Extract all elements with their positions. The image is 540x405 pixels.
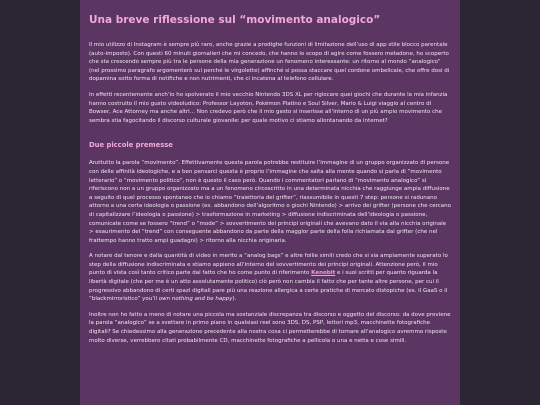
section-heading: Due piccole premesse (89, 141, 173, 150)
page-margin-right (460, 0, 540, 405)
kenobit-link[interactable]: Kenobit (311, 270, 336, 277)
section-paragraph-1: Anzitutto la parola “movimento”. Effettivamente questa parola potrebbe restituire l’immagine di un gruppo organizzato di persone con delle affinità ideologiche, e a ben pensarci questa è proprio l’immagine che salta alla mente quando si parla di “movimento letterario” o “movimento politico”, non è questo il caso però. Quando i commentatori parlano di “movimento analogico” si riferiscono non a un gruppo organizzato ma a un fenomeno circoscritto in una determinata nicchia che raggiunge ampia diffusione a seguito di quel processo spontaneo che io chiamo “traiettoria del grifter”, riassumibile in questi 7 step: persone si radunano attorno a una certa ideologia o passione (es. abbandono dell’algoritmo o giochi Nintendo) > arrivo dei grifter (persone che cercano di capitalizzare l’ideologia o passione) > trasformazione in marketing > diffusione indiscriminata dell’ideologia o passione, comunicate come se fossero “trend” o “mode” > sovvertimento dei principi originali che avevano dato il via alla nicchia originale > esaurimento del “trend” con conseguente abbandono da parte della maggior parte della folla richiamata dai grifter (che nel frattempo hanno tratto ampi guadagni) > ritorno alla nicchia originaria. (89, 160, 452, 244)
article (80, 0, 460, 405)
page-margin-left (0, 0, 80, 405)
intro-paragraph-1: Il mio utilizzo di Instagram è sempre più raro, anche grazie a prodighe funzioni di limitazione dell’uso di app stile blocco parentale (auto-imposto). Con questi 60 minuti giornalieri che mi concedo, che hanno lo scopo di agire come fossero metadone, ho scoperto che sta crescendo sempre più tra le persone della mia generazione un fenomeno interessante: un ritorno al mondo “analogico” (nel prossimo paragrafo argomenterò sul perché le virgolette) affinché si possa staccare quel cordone ombelicale, che offre dosi di dopamina sotto forma di notifiche e non nutrimenti, che ci incatena al telefono cellulare. (89, 42, 450, 83)
paragraph-text: ). (232, 296, 237, 303)
intro-paragraph-2: In effetti recentemente anch’io ho spolverato il mio vecchio Nintendo 3DS XL per rigiocare quei giochi che durante la mia infanzia hanno costruito il mio gusto videoludico: Professor Layoton, Pokémon Platino e Soul Silver, Mario & Luigi viaggio al centro di Bowser, Ace Attorney ma anche altri… Non credevo però che il mio gesto si inserisse all’interno di un più ampio movimento che sembra stia fagocitando il discorso culturale giovanile: per quale motivo ci stiamo allontanando da internet? (89, 91, 448, 124)
section-paragraph-3: Inoltre non ho fatto a meno di notare una piccola ma sostanziale discrepanza tra discorso e oggetto del discorso: da dove proviene la parola “analogico” se a svettare in primo piano in qualsiasi reel sono 3DS, DS, PSP, lettori mp3, macchinette fotografiche digitali? Se chiedessimo alla generazione precedente alla nostra cosa ci permetterebbe di tornare all’analogico avremmo risposte molto diverse, verrebbero citati probabilmente CD, macchinette fotografiche a pellicola o una e netta e cose simili. (89, 311, 451, 344)
paragraph-emphasis: own nothing and be happy (158, 296, 233, 303)
article-title: Una breve riflessione sul “movimento analogico” (89, 14, 381, 26)
section-paragraph-2 (89, 252, 452, 304)
paragraph-text: A notare dal tenore e dalla quantità di video in merito a “analog bags” e altre follie simili credo che si sia ampiamente superato lo step della diffusione indiscriminata e stiamo appieno all’interno del sovvertimento dei principi originali. Attenzione però, il mio punto di vista così tanto critico parte dal fatto che ho come punto di riferimento (89, 253, 448, 277)
paragraph-text: e i suoi scritti per quanto riguarda la libertà digitale (che per me è un atto assolutamente politico) ciò però non cambia il fatto che per tante altre persone, per cui il progressivo abbandono di certi spazi digitali pare più una reazione allergica a certe pratiche di mercato distopiche (es. il GaaS o il “blackmirroristico” you’ll (89, 270, 448, 303)
